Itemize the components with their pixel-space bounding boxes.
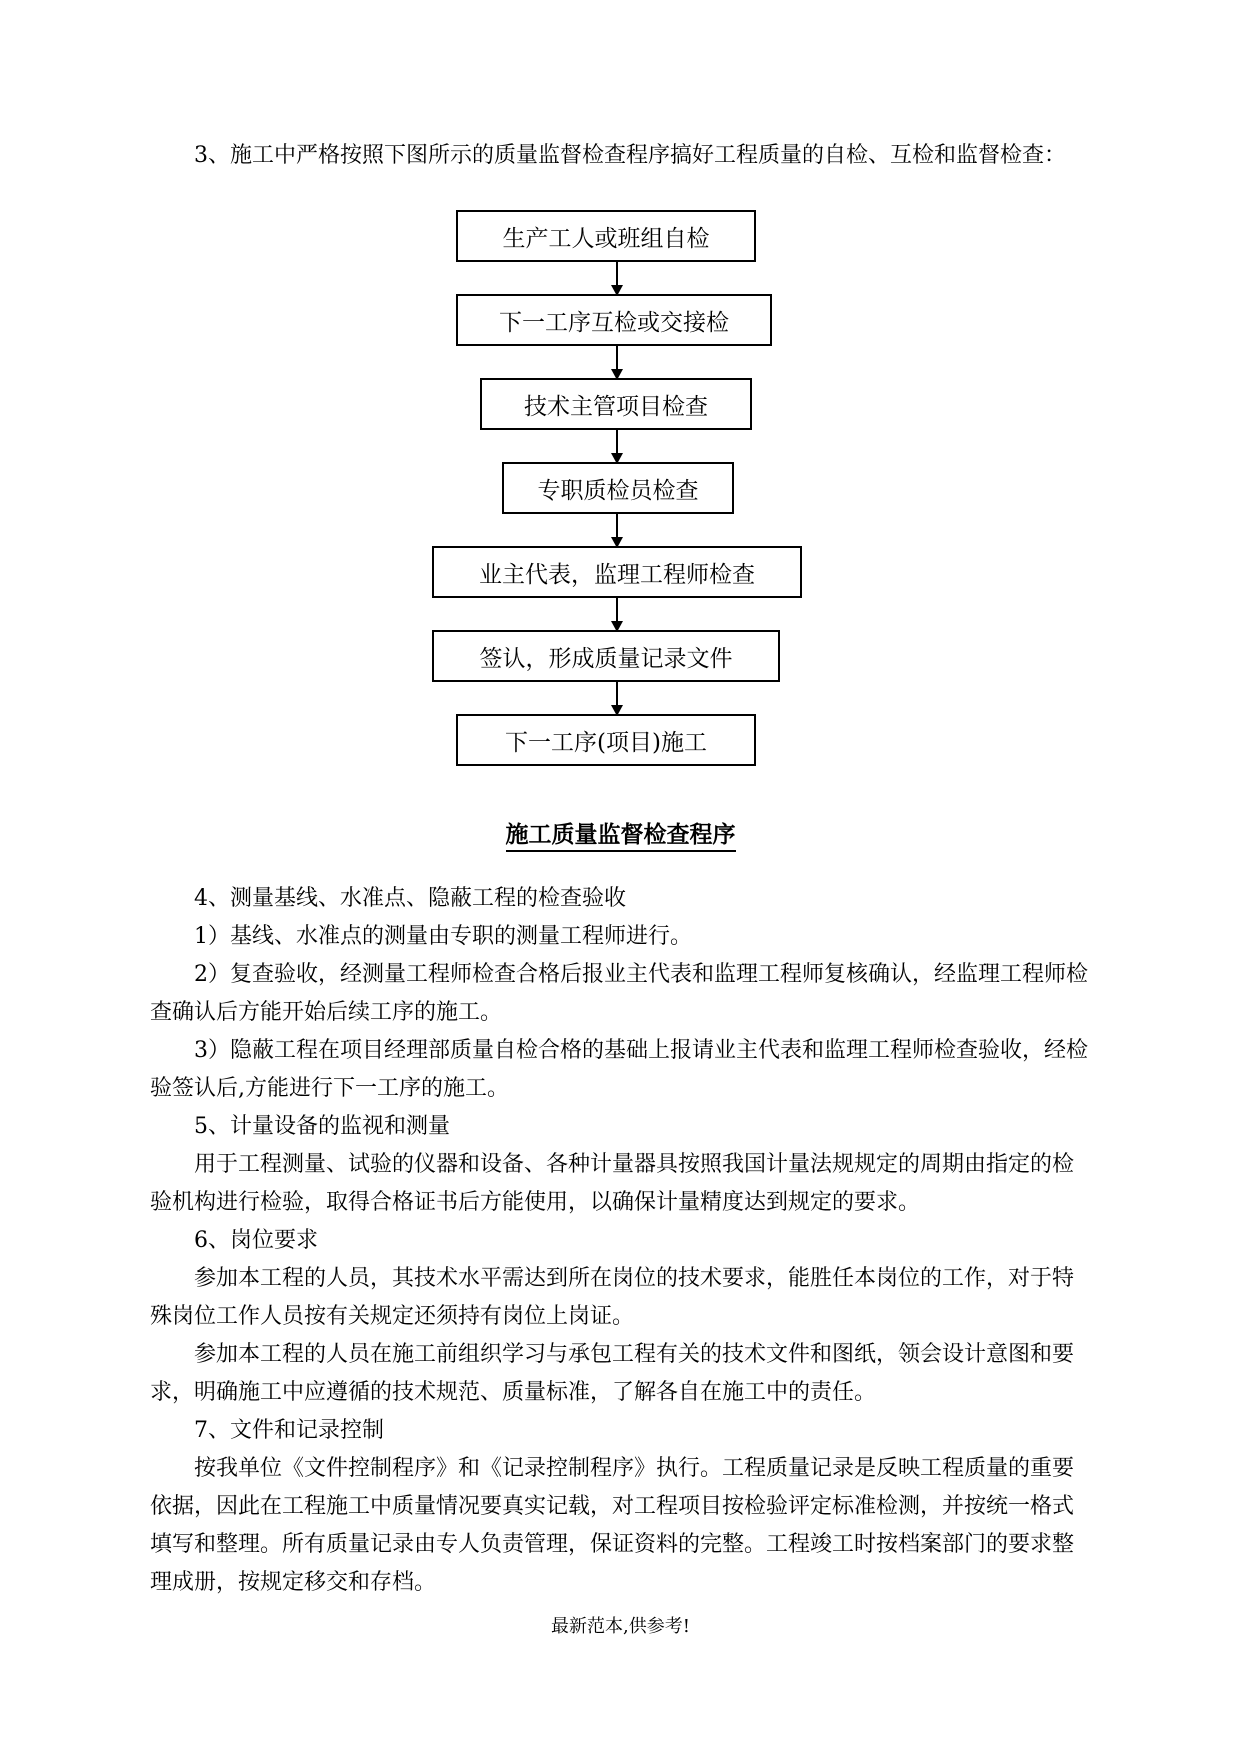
paragraph-6-body-1: 参加本工程的人员，其技术水平需达到所在岗位的技术要求，能胜任本岗位的工作，对于特殊岗位工作人员按有关规定还须持有岗位上岗证。 [150,1266,1075,1329]
flow-arrow-1 [616,262,618,294]
paragraph-5-heading: 5、计量设备的监视和测量 [194,1114,450,1139]
flow-step-3: 技术主管项目检查 [480,378,752,430]
paragraph-6-heading: 6、岗位要求 [194,1228,318,1253]
flow-arrow-4 [616,514,618,546]
quality-inspection-flowchart [0,0,1241,800]
flow-step-4: 专职质检员检查 [502,462,734,514]
flow-step-6: 签认，形成质量记录文件 [432,630,780,682]
paragraph-4-heading: 4、测量基线、水准点、隐蔽工程的检查验收 [194,886,626,911]
flow-arrow-3 [616,430,618,462]
page-footer: 最新范本,供参考! [551,1616,690,1637]
paragraph-7-heading: 7、文件和记录控制 [194,1418,384,1443]
flow-step-1: 生产工人或班组自检 [456,210,756,262]
flow-step-2: 下一工序互检或交接检 [456,294,772,346]
flow-arrow-6 [616,682,618,714]
paragraph-7-body: 按我单位《文件控制程序》和《记录控制程序》执行。工程质量记录是反映工程质量的重要依据，因此在工程施工中质量情况要真实记载，对工程项目按检验评定标准检测，并按统一格式填写和整理。所有质量记录由专人负责管理，保证资料的完整。工程竣工时按档案部门的要求整理成册，按规定移交和存档。 [150,1456,1075,1595]
flowchart-caption [0,816,1241,849]
flow-arrow-5 [616,598,618,630]
paragraph-4-1: 1）基线、水准点的测量由专职的测量工程师进行。 [194,924,692,949]
flow-arrow-2 [616,346,618,378]
flow-step-5: 业主代表，监理工程师检查 [432,546,802,598]
flowchart-caption-text: 施工质量监督检查程序 [506,821,736,852]
paragraph-5-body: 用于工程测量、试验的仪器和设备、各种计量器具按照我国计量法规规定的周期由指定的检验机构进行检验，取得合格证书后方能使用，以确保计量精度达到规定的要求。 [150,1152,1075,1215]
paragraph-4-3: 3）隐蔽工程在项目经理部质量自检合格的基础上报请业主代表和监理工程师检查验收，经检验签认后,方能进行下一工序的施工。 [150,1038,1089,1101]
intro-paragraph: 3、施工中严格按照下图所示的质量监督检查程序搞好工程质量的自检、互检和监督检查： [194,143,1067,168]
flow-step-7: 下一工序(项目)施工 [456,714,756,766]
paragraph-6-body-2: 参加本工程的人员在施工前组织学习与承包工程有关的技术文件和图纸，领会设计意图和要求，明确施工中应遵循的技术规范、质量标准，了解各自在施工中的责任。 [150,1342,1075,1405]
body-text [150,880,1092,1602]
paragraph-4-2: 2）复查验收，经测量工程师检查合格后报业主代表和监理工程师复核确认，经监理工程师检查确认后方能开始后续工序的施工。 [150,962,1089,1025]
